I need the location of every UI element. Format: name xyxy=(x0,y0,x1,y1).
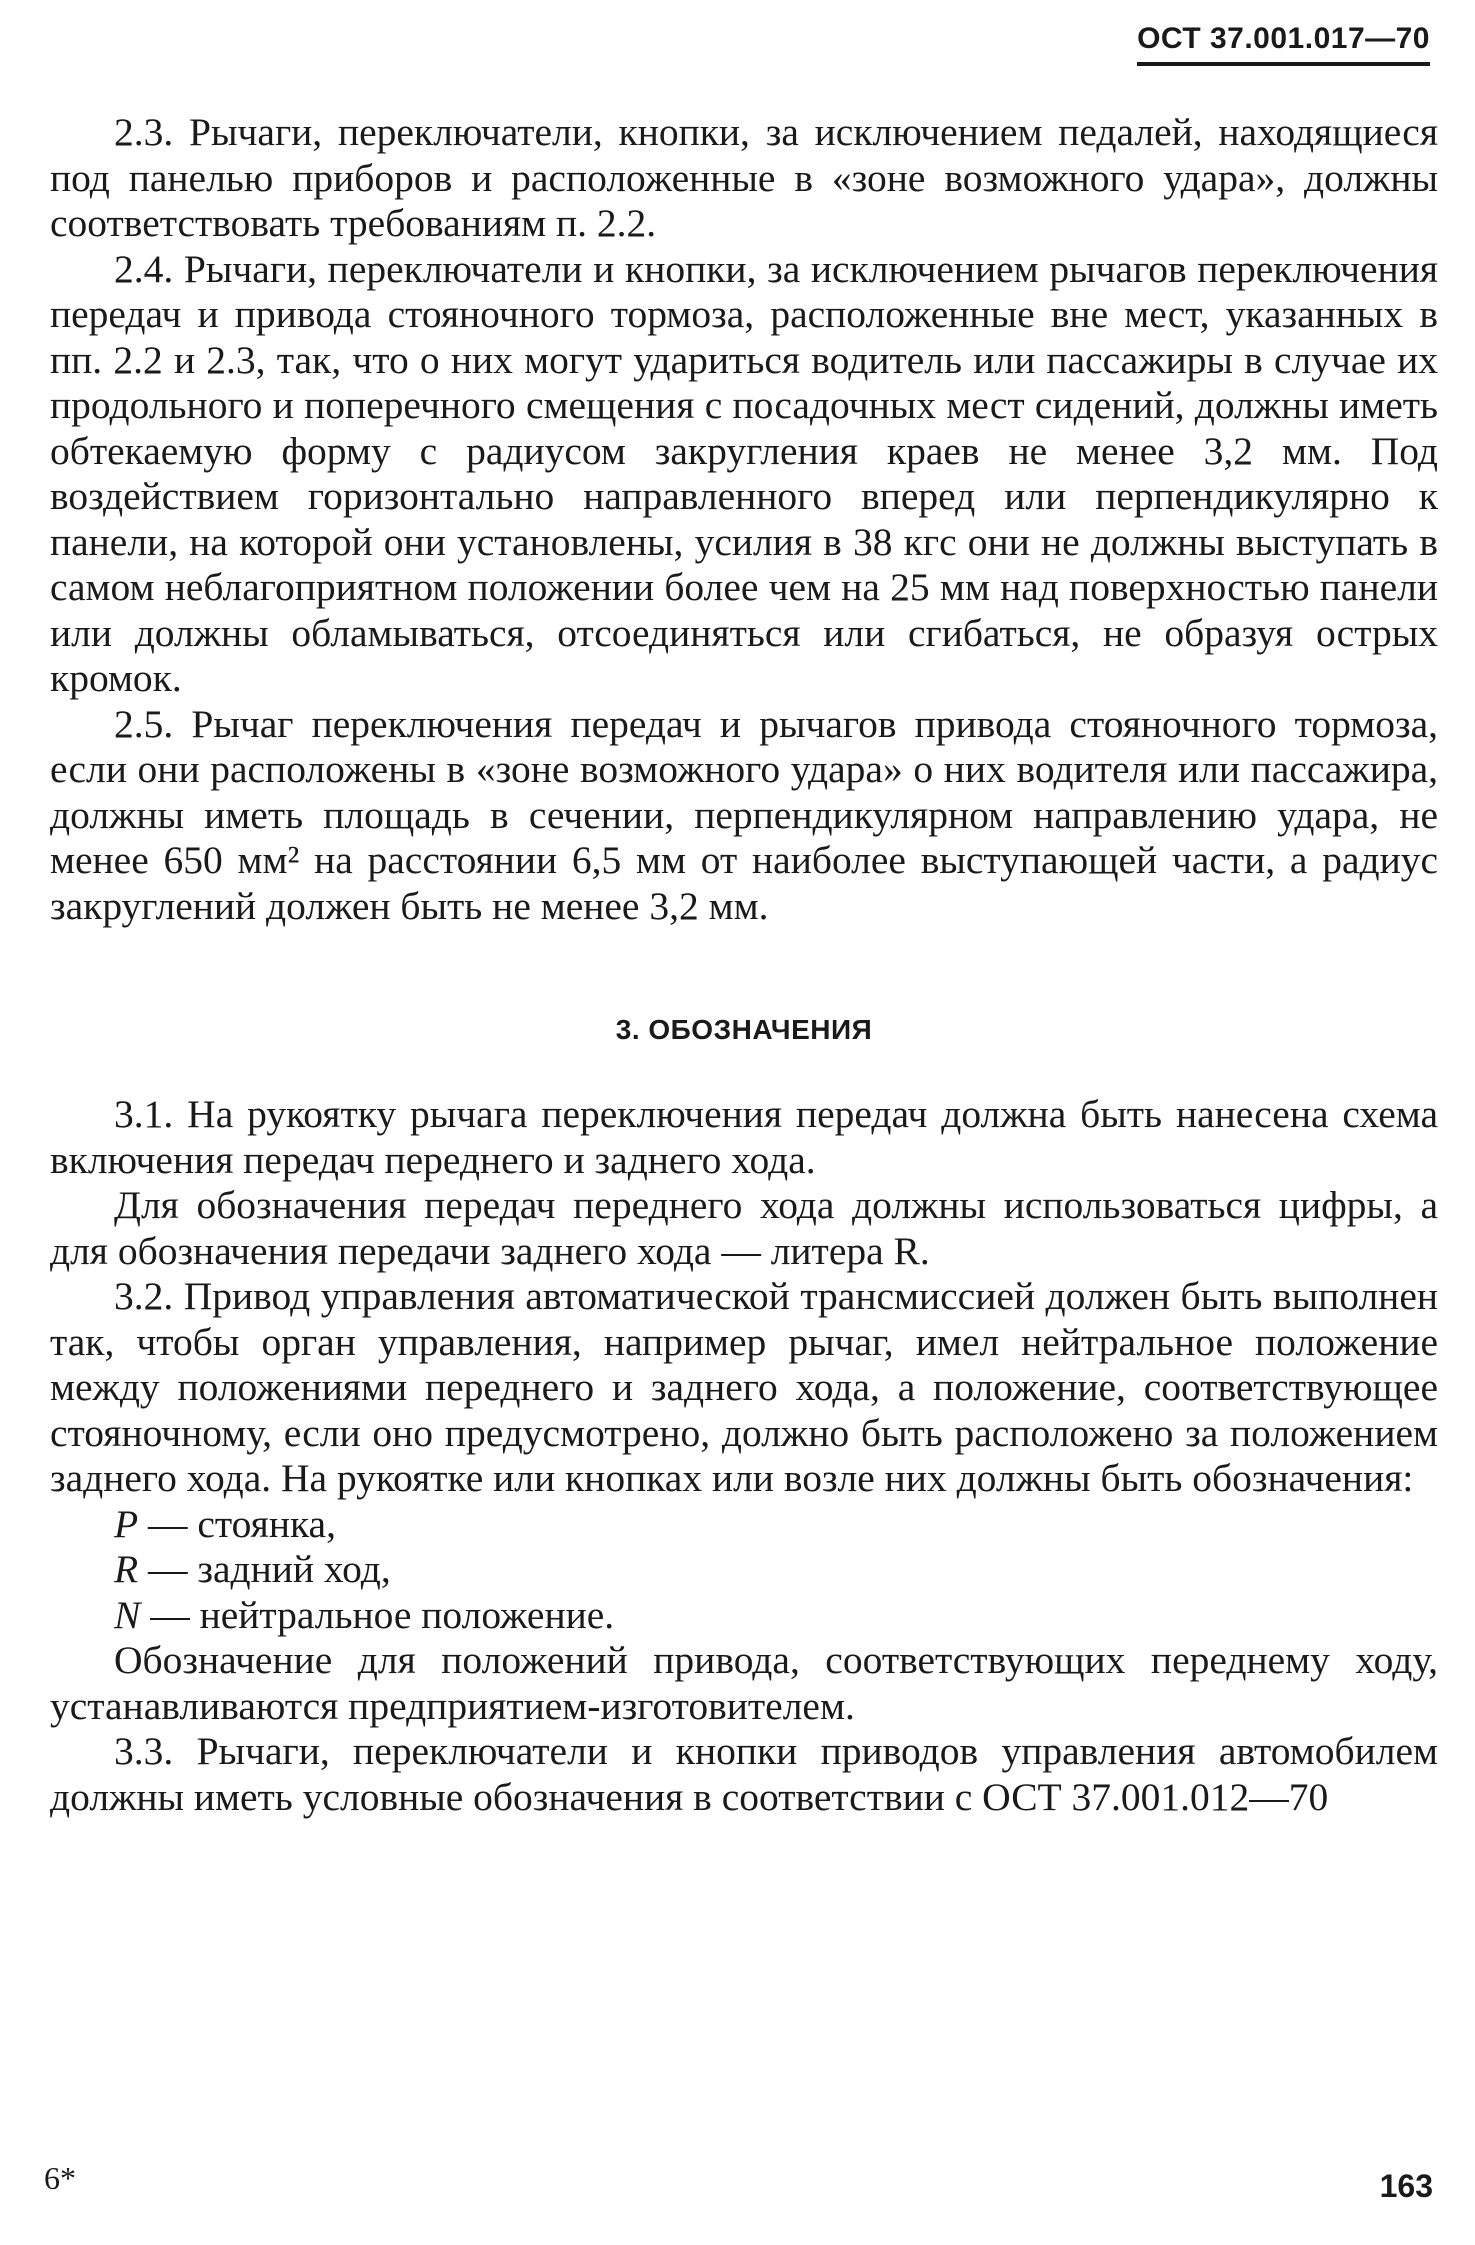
paragraph-3-1-cont: Для обозначения передач переднего хода должны использоваться цифры, а для обозначения передачи заднего хода — литера R. xyxy=(50,1183,1438,1273)
paragraph-2-3: 2.3. Рычаги, переключатели, кнопки, за исключением педалей, находящиеся под панелью приборов и расположенные в «зоне возможного удара», должны соответствовать требованиям п. 2.2. xyxy=(50,110,1438,245)
paragraph-2-5: 2.5. Рычаг переключения передач и рычагов привода стояночного тормоза, если они расположены в «зоне возможного удара» о них водителя или пассажира, должны иметь площадь в сечении, перпендикулярном направлению удара, не менее 650 мм² на расстоянии 6,5 мм от наиболее выступающей части, а радиус закруглений должен быть не менее 3,2 мм. xyxy=(50,701,1438,928)
sheet-mark: 6* xyxy=(44,2160,76,2196)
section-3-heading: 3. ОБОЗНАЧЕНИЯ xyxy=(615,1014,873,1045)
paragraph-3-1: 3.1. На рукоятку рычага переключения передач должна быть нанесена схема включения передач переднего и заднего хода. xyxy=(50,1092,1438,1182)
list-item-reverse xyxy=(50,1547,1438,1593)
list-item-neutral xyxy=(50,1593,1438,1639)
list-item-text: — стоянка, xyxy=(138,1501,336,1546)
paragraph-3-2: 3.2. Привод управления автоматической трансмиссией должен быть выполнен так, чтобы орган управления, например рычаг, имел нейтральное положение между положениями переднего и заднего хода, а положение, соответствующее стояночному, если оно предусмотрено, должно быть расположено за положением заднего хода. На рукоятке или кнопках или возле них должны быть обозначения: xyxy=(50,1274,1438,1500)
symbol-p: P xyxy=(114,1501,139,1546)
page-number: 163 xyxy=(1379,2168,1433,2204)
paragraph-3-3: 3.3. Рычаги, переключатели и кнопки приводов управления автомобилем должны иметь условные обозначения в соответствии с ОСТ 37.001.012—70 xyxy=(50,1729,1438,1819)
list-item-parking xyxy=(50,1502,1438,1548)
symbol-r: R xyxy=(114,1547,139,1591)
list-item-text: — задний ход, xyxy=(138,1547,391,1591)
paragraph-2-4: 2.4. Рычаги, переключатели и кнопки, за исключением рычагов переключения передач и привода стояночного тормоза, расположенные вне мест, указанных в пп. 2.2 и 2.3, так, что о них могут удариться водитель или пассажиры в случае их продольного и поперечного смещения с посадочных мест сидений, должны иметь обтекаемую форму с радиусом закругления краев не менее 3,2 мм. Под воздействием горизонтально направленного вперед или перпендикулярно к панели, на которой они установлены, усилия в 38 кгс они не должны выступать в самом неблагоприятном положении более чем на 25 мм над поверхностью панели или должны обламываться, отсоединяться или сгибаться, не образуя острых кромок. xyxy=(50,246,1438,700)
paragraph-3-2-cont: Обозначение для положений привода, соответствующих переднему ходу, устанавливаются предприятием-изготовителем. xyxy=(50,1638,1438,1728)
symbol-n: N xyxy=(114,1592,141,1637)
page-content xyxy=(50,110,1438,1820)
document-code-header: ОСТ 37.001.017—70 xyxy=(1137,22,1430,66)
list-item-text: — нейтральное положение. xyxy=(140,1592,615,1637)
